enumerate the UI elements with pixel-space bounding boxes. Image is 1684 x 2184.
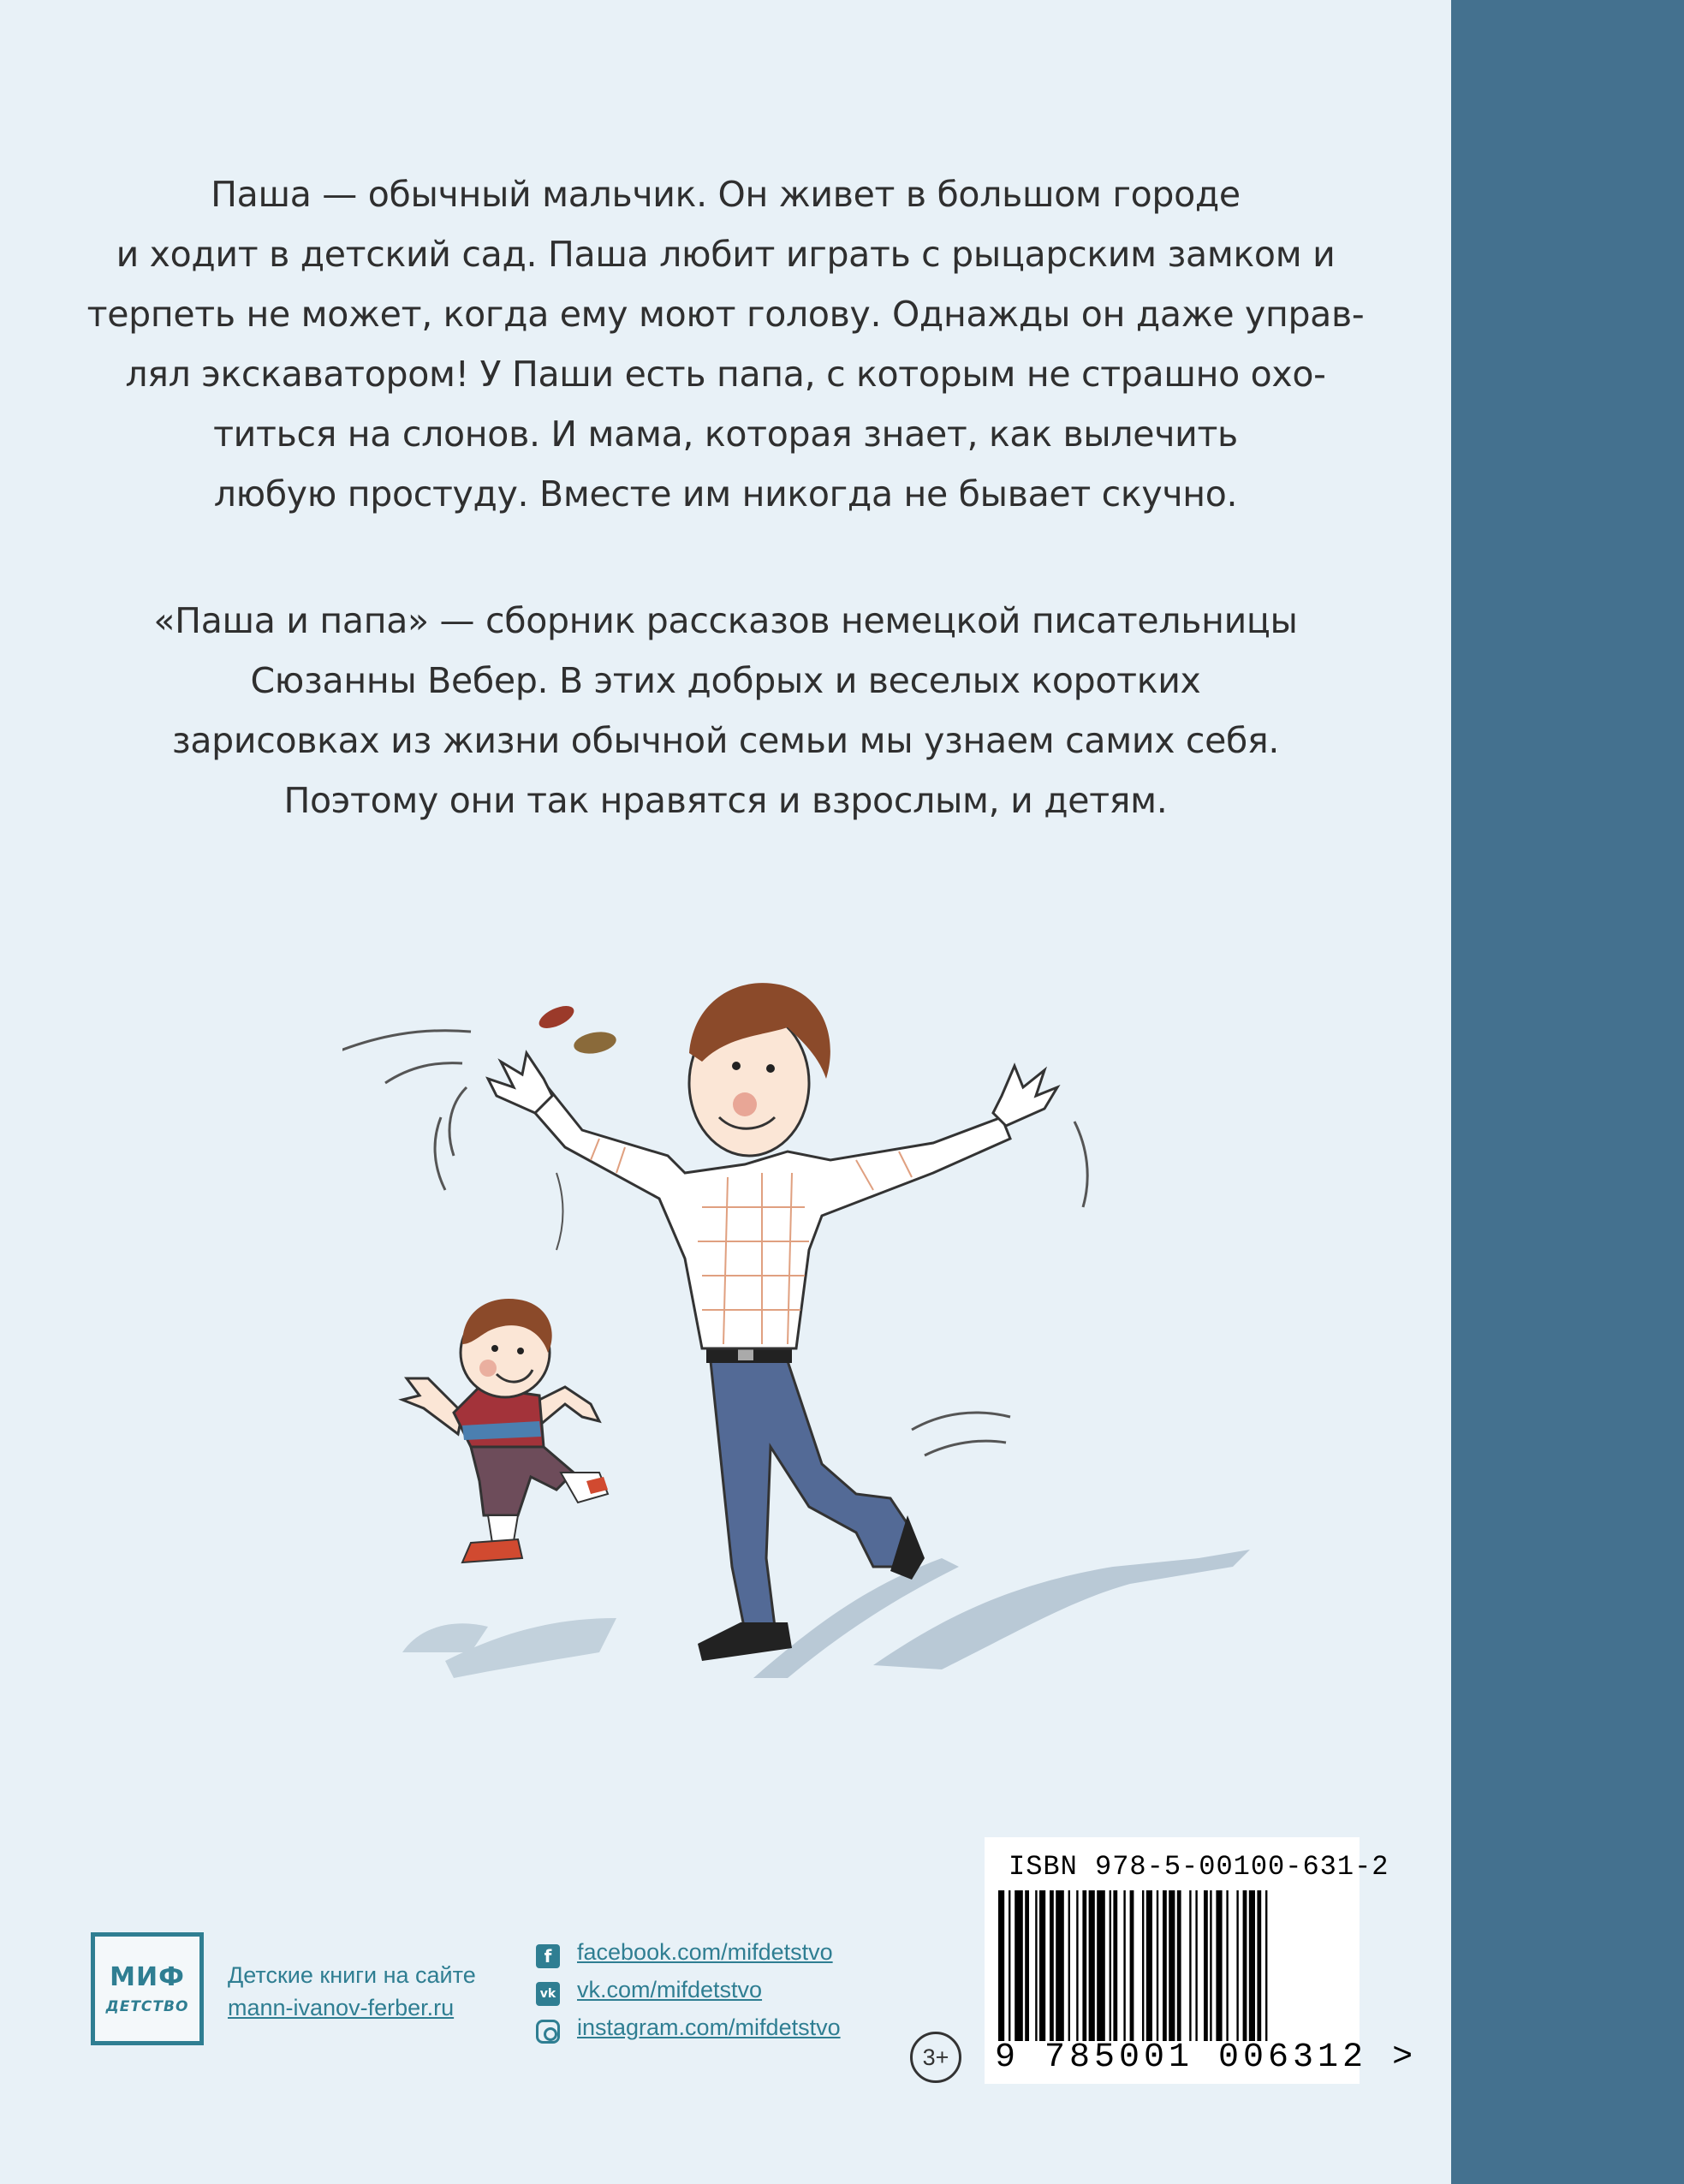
vk-icon: vk [536, 1982, 560, 2006]
barcode-bar [1110, 1890, 1111, 2041]
barcode-bar [1163, 1890, 1167, 2041]
barcode-bar [1249, 1890, 1255, 2041]
barcode-bar [1025, 1890, 1029, 2041]
barcode-bar [1257, 1890, 1261, 2041]
barcode-bar [998, 1890, 1004, 2041]
barcode [998, 1890, 1349, 2041]
isbn-digits: 9 785001 006312 > [995, 2038, 1418, 2077]
logo-title: МИФ [110, 1962, 185, 1992]
description-paragraph-1 [68, 164, 1383, 524]
publisher-site [228, 1959, 476, 2024]
publisher-logo [91, 1932, 204, 2045]
barcode-bar [1204, 1890, 1208, 2041]
barcode-bar [1169, 1890, 1175, 2041]
barcode-bar [1177, 1890, 1181, 2041]
barcode-bar [1089, 1890, 1095, 2041]
barcode-bar [1189, 1890, 1191, 2041]
social-link-vk[interactable]: vk.com/mifdetstvo [577, 1977, 763, 2002]
barcode-bar [1236, 1890, 1238, 2041]
isbn-label: ISBN 978-5-00100-631-2 [1009, 1851, 1389, 1883]
barcode-bar [1243, 1890, 1247, 2041]
age-rating-badge: 3+ [910, 2032, 961, 2083]
barcode-bar [1265, 1890, 1267, 2041]
spine-strip [1451, 0, 1684, 2184]
paragraph-line: любую простуду. Вместе им никогда не бывает скучно. [213, 473, 1238, 515]
paragraph-line: Поэтому они так нравятся и взрослым, и детям. [283, 780, 1168, 821]
barcode-bar [1146, 1890, 1152, 2041]
barcode-bar [1142, 1890, 1144, 2041]
facebook-icon: f [536, 1944, 560, 1968]
paragraph-line: и ходит в детский сад. Паша любит играть с рыцарским замком и [116, 234, 1336, 275]
barcode-bar [1076, 1890, 1078, 2041]
barcode-bar [1210, 1890, 1211, 2041]
father-and-son-illustration [342, 967, 1267, 1695]
barcode-bar [1113, 1890, 1117, 2041]
paragraph-line: титься на слонов. И мама, которая знает, как вылечить [213, 414, 1238, 455]
leaf-icon [536, 1002, 618, 1057]
description-paragraph-2 [68, 591, 1383, 830]
paragraph-line: лял экскаватором! У Паши есть папа, с которым не страшно охо- [125, 354, 1326, 395]
paragraph-line: терпеть не может, когда ему моют голову. Однажды он даже управ- [86, 294, 1365, 335]
site-link[interactable]: mann-ivanov-ferber.ru [228, 1995, 455, 2020]
paragraph-line: Сюзанны Вебер. В этих добрых и веселых коротких [250, 660, 1201, 701]
barcode-bar [1056, 1890, 1064, 2041]
barcode-bar [1009, 1890, 1010, 2041]
barcode-bar [1195, 1890, 1197, 2041]
barcode-bar [1050, 1890, 1054, 2041]
barcode-bar [1123, 1890, 1125, 2041]
social-link-facebook[interactable]: facebook.com/mifdetstvo [577, 1939, 833, 1965]
paragraph-line: «Паша и папа» — сборник рассказов немецкой писательницы [153, 600, 1298, 641]
barcode-bar [1015, 1890, 1023, 2041]
barcode-bar [1226, 1890, 1228, 2041]
paragraph-line: зарисовках из жизни обычной семьи мы узнаем самих себя. [171, 720, 1280, 761]
isbn-barcode-box [985, 1837, 1418, 2084]
instagram-icon [536, 2020, 560, 2044]
father-figure [488, 983, 1057, 1661]
barcode-bar [1130, 1890, 1134, 2041]
paragraph-line: Паша — обычный мальчик. Он живет в большом городе [211, 174, 1241, 215]
barcode-bar [1035, 1890, 1037, 2041]
barcode-bar [1216, 1890, 1222, 2041]
logo-subtitle: ДЕТСТВО [105, 1998, 189, 2015]
son-figure [402, 1299, 608, 1562]
barcode-bar [1157, 1890, 1158, 2041]
barcode-bar [1097, 1890, 1105, 2041]
barcode-bar [1039, 1890, 1045, 2041]
barcode-bar [1068, 1890, 1070, 2041]
barcode-bar [1082, 1890, 1086, 2041]
social-link-instagram[interactable]: instagram.com/mifdetstvo [577, 2014, 841, 2040]
site-label: Детские книги на сайте [228, 1962, 476, 1988]
